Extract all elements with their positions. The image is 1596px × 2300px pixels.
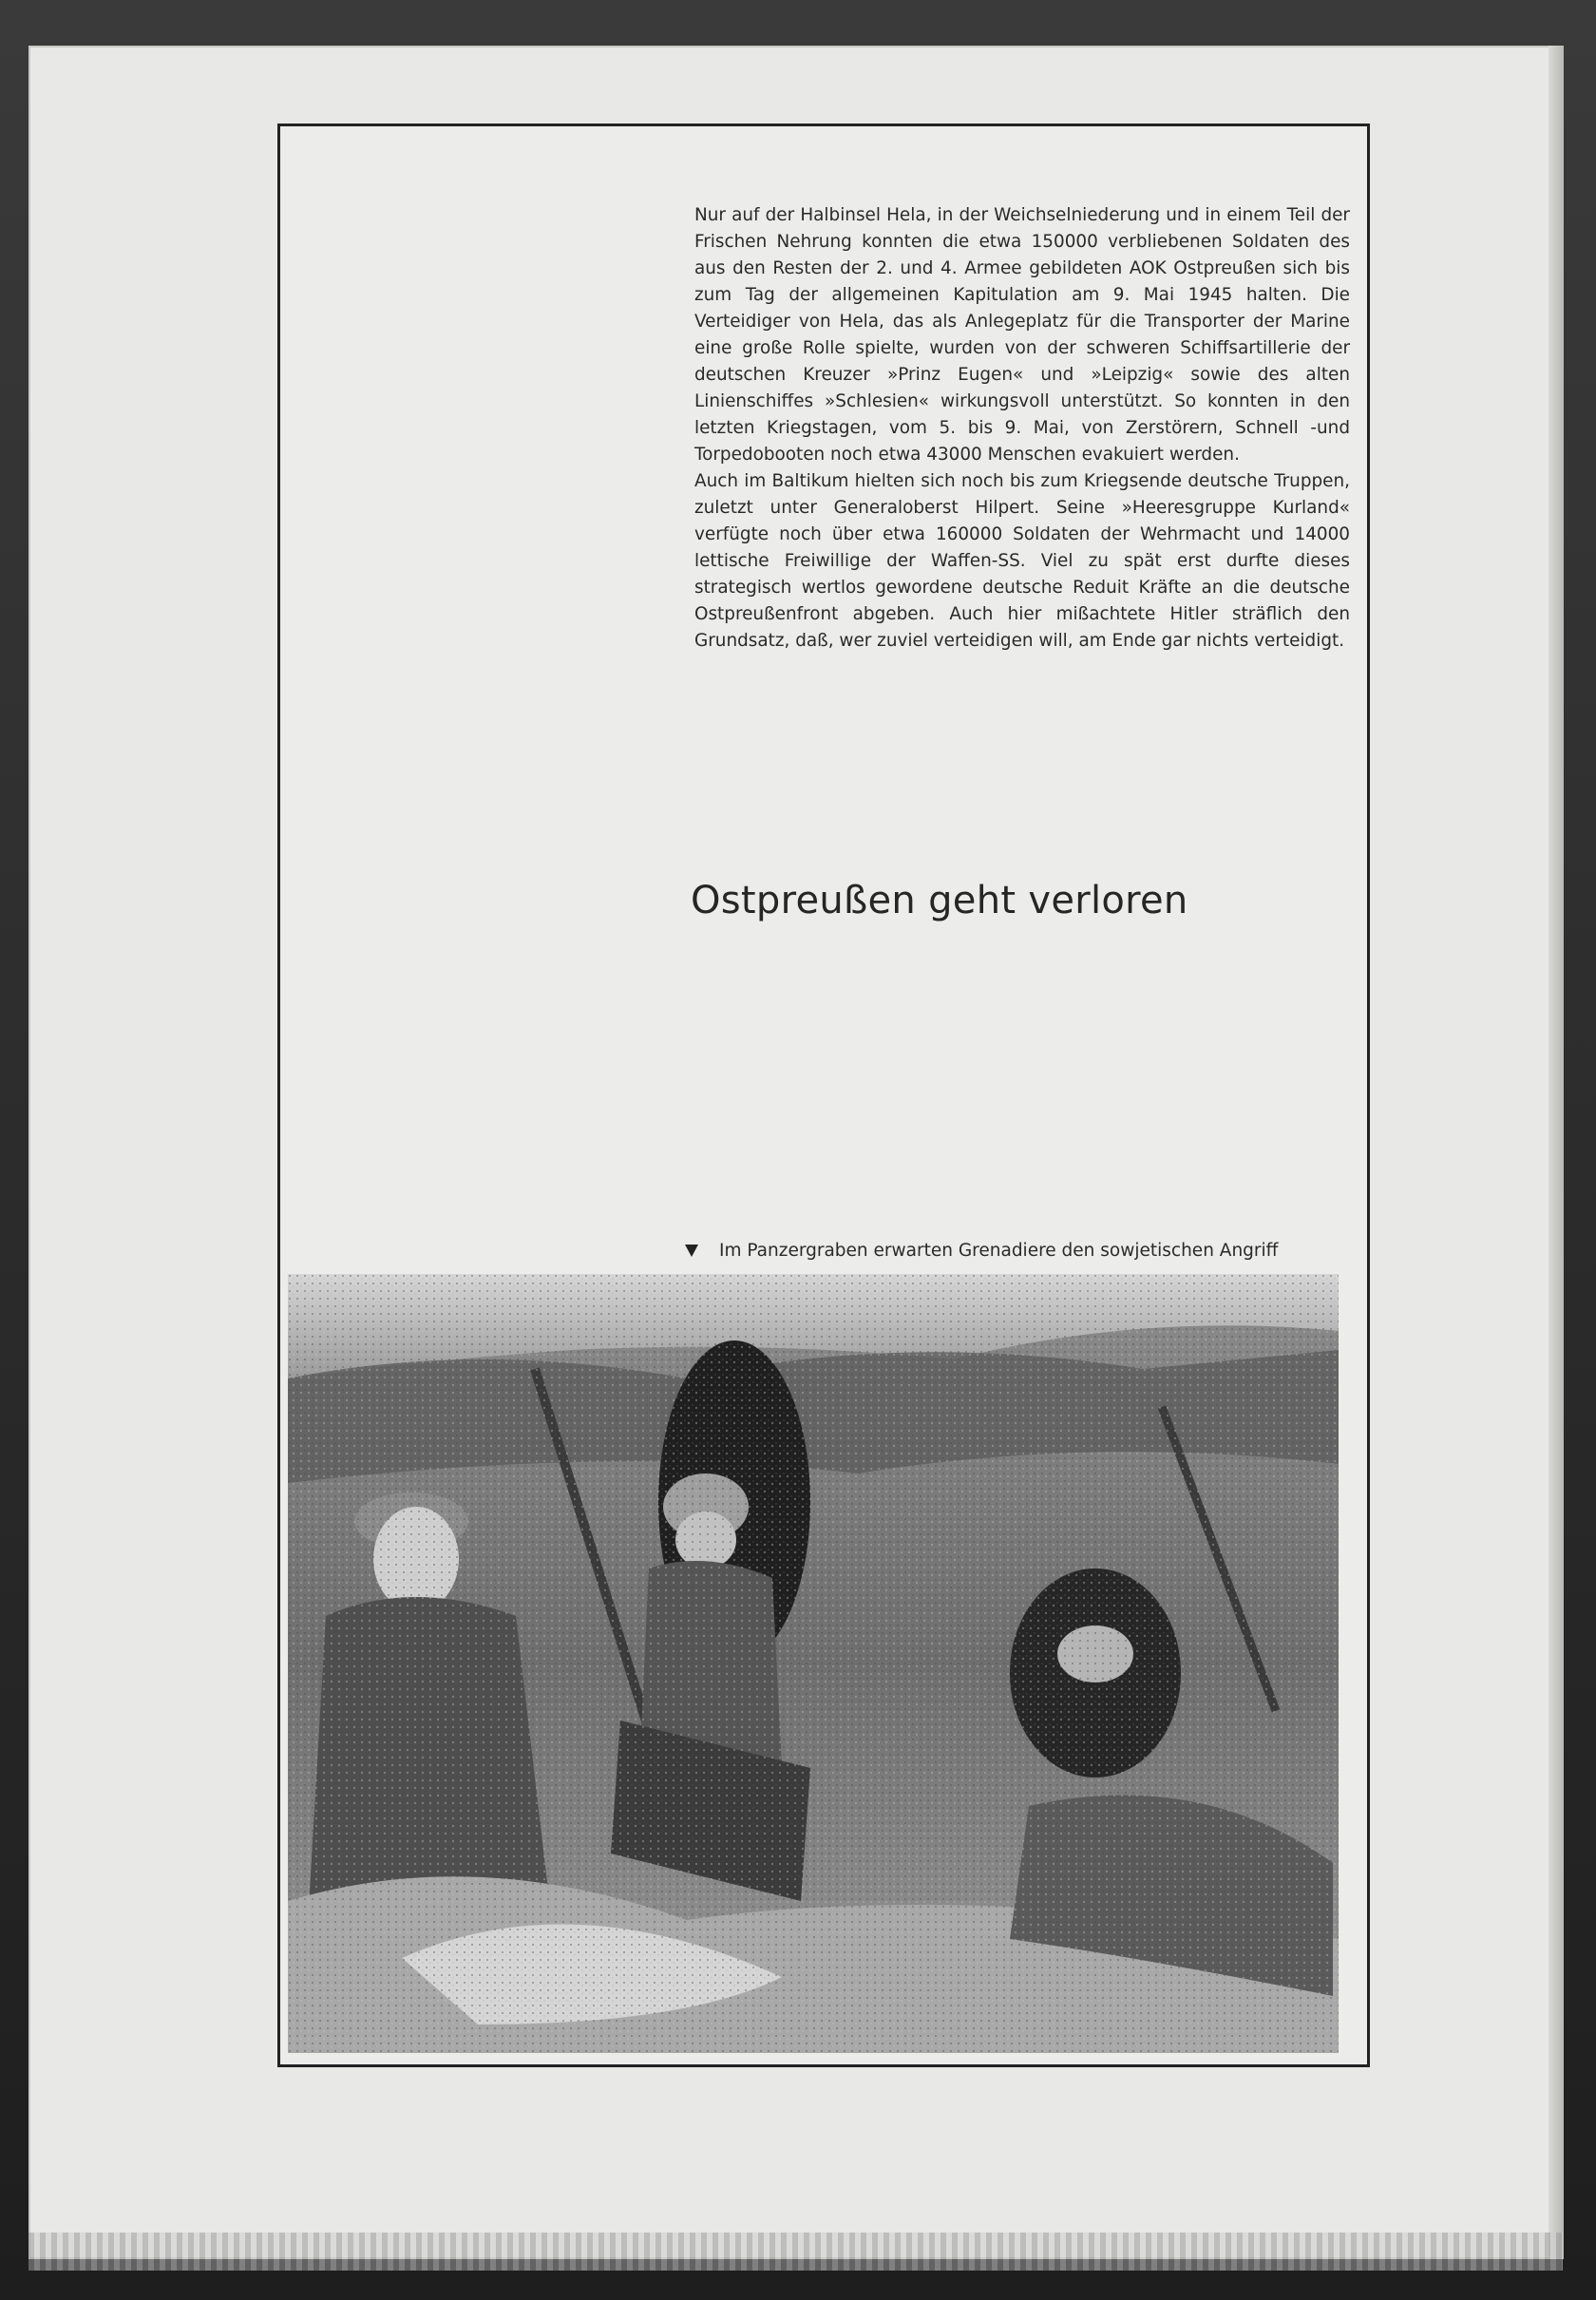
article-paragraph-2: Auch im Baltikum hielten sich noch bis zum Kriegsende deutsche Truppen, zuletzt unter Generaloberst Hilpert. Seine »Heeresgruppe Kurland« verfügte noch über etwa 160000 Soldaten der Wehrmacht und 14000 lettische Freiwillige der Waffen-SS. Viel zu spät erst durfte dieses strategisch wertlos gewordene deutsche Reduit Kräfte an die deutsche Ostpreußenfront abgeben. Auch hier mißachtete Hitler sträflich den Grundsatz, daß, wer zuviel verteidigen will, am Ende gar nichts verteidigt. <box>694 471 1350 651</box>
photo-caption <box>685 1241 1278 1261</box>
triangle-down-icon <box>685 1245 698 1257</box>
article-body <box>694 202 1350 655</box>
article-heading: Ostpreußen geht verloren <box>691 879 1188 922</box>
album-page <box>277 124 1370 2067</box>
article-paragraph-1: Nur auf der Halbinsel Hela, in der Weichselniederung und in einem Teil der Frischen Nehrung konnten die etwa 150000 verbliebenen Soldaten des aus den Resten der 2. und 4. Armee gebildeten AOK Ostpreußen sich bis zum Tag der allgemeinen Kapitulation am 9. Mai 1945 halten. Die Verteidiger von Hela, das als Anlegeplatz für die Transporter der Marine eine große Rolle spielte, wurden von der schweren Schiffsartillerie der deutschen Kreuzer »Prinz Eugen« und »Leipzig« sowie des alten Linienschiffes »Schlesien« wirkungsvoll unterstützt. So konnten in den letzten Kriegstagen, vom 5. bis 9. Mai, von Zerstörern, Schnell -und Torpedobooten noch etwa 43000 Menschen evakuiert werden. <box>694 205 1350 465</box>
trench-photo-illustration <box>288 1274 1339 2053</box>
sleeve-bottom-edge <box>28 2233 1563 2271</box>
photo-caption-text: Im Panzergraben erwarten Grenadiere den sowjetischen Angriff <box>719 1241 1279 1261</box>
sleeve-edge <box>1548 46 1564 2259</box>
trench-photo <box>288 1274 1339 2053</box>
